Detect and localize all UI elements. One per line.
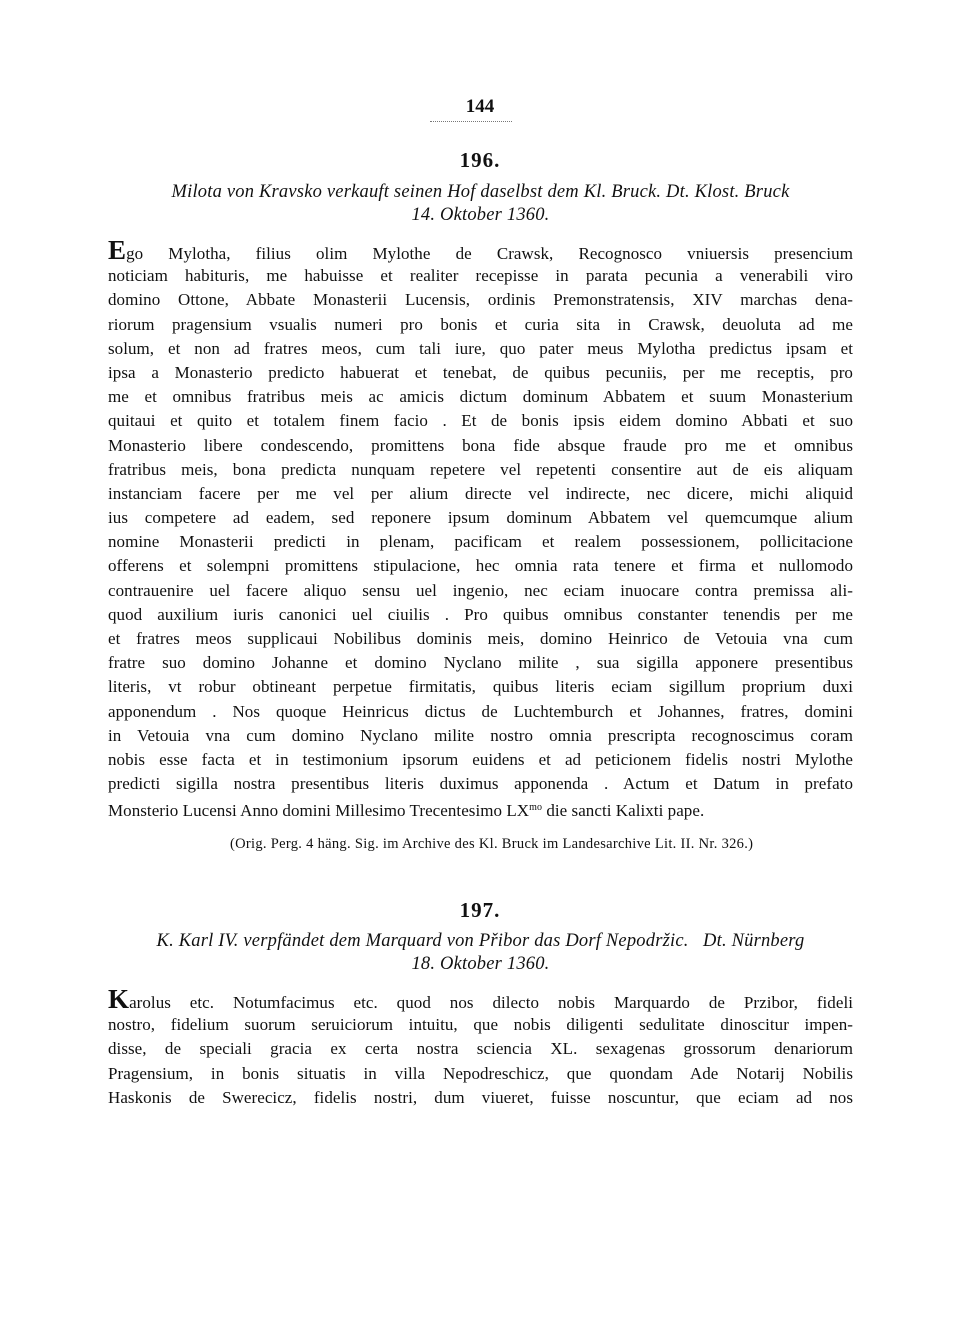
body-line: Pragensium, in bonis situatis in villa Nepodreschicz, que quondam Ade Notarij Nobilis bbox=[108, 1063, 853, 1083]
body-line: nobis esse facta et in testimonium ipsorum euidens et ad peticionem fidelis nostri Mylothe bbox=[108, 749, 853, 769]
body-line: contrauenire uel facere aliquo sensu uel ingenio, nec eciam inuocare contra premissa ali- bbox=[108, 580, 853, 600]
page-number: 144 bbox=[465, 96, 495, 117]
page-number-rule bbox=[430, 121, 512, 122]
body-line: ipsa a Monasterio predicto habuerat et tenebat, de quibus pecuniis, per me receptis, pro bbox=[108, 362, 853, 382]
body-line: noticiam habituris, me habuisse et realiter recepisse in parata pecunia a venerabili viro bbox=[108, 266, 853, 286]
heading-line: Milota von Kravsko verkauft seinen Hof daselbst dem Kl. Bruck. Dt. Klost. Bruck bbox=[171, 182, 790, 202]
document-body-196 bbox=[108, 240, 853, 821]
body-line: solum, et non ad fratres meos, cum tali iure, quo pater meus Mylotha predictus ipsam et bbox=[108, 338, 853, 358]
document-body-197 bbox=[108, 989, 853, 1110]
body-line bbox=[108, 796, 853, 820]
body-line: disse, de speciali gracia ex certa nostra sciencia XL. sexagenas grossorum denariorum bbox=[108, 1039, 853, 1059]
body-line bbox=[108, 989, 853, 1013]
body-line: apponendum . Nos quoque Heinricus dictus de Luchtemburch et Johannes, fratres, domini bbox=[108, 701, 853, 721]
body-line-text: go Mylotha, filius olim Mylothe de Crawsk, Recognosco vniuersis presencium bbox=[126, 244, 853, 263]
body-line-text: arolus etc. Notumfacimus etc. quod nos dilecto nobis Marquardo de Przibor, fideli bbox=[129, 993, 853, 1012]
body-line: instanciam facere per me vel per alium directe vel indirecte, nec dicere, michi aliquid bbox=[108, 483, 853, 503]
body-line: in Vetouia vna cum domino Nyclano milite nostro omnia prescripta recognoscimus coram bbox=[108, 725, 853, 745]
document-heading-197 bbox=[108, 930, 853, 976]
drop-cap: K bbox=[108, 989, 130, 1014]
body-line: Monasterio libere condescendo, promittens bona fide absque fraude pro me et omnibus bbox=[108, 435, 853, 455]
body-line: quod auxilium iuris canonici uel ciuilis . Pro quibus omnibus constanter tenendis per me bbox=[108, 604, 853, 624]
heading-line: 18. Oktober 1360. bbox=[411, 954, 550, 974]
body-line: et fratres meos supplicaui Nobilibus dominis meis, domino Heinrico de Vetouia vna cum bbox=[108, 629, 853, 648]
body-line-text: Monsterio Lucensi Anno domini Millesimo Trecentesimo LX bbox=[108, 801, 530, 821]
heading-line: 14. Oktober 1360. bbox=[411, 205, 550, 225]
body-line: nostro, fidelium suorum seruiciorum intuitu, que nobis diligenti sedulitate dinoscitur impen- bbox=[108, 1015, 853, 1035]
body-line: me et omnibus fratribus meis ac amicis dictum dominum Abbatem et suum Monasterium bbox=[108, 387, 853, 407]
body-line: nomine Monasterii predicti in plenam, pacificam et realem possessionem, pollicitacione bbox=[108, 532, 853, 552]
superscript: mo bbox=[529, 802, 543, 814]
document-heading-196 bbox=[108, 181, 853, 227]
document-number-197: 197. bbox=[459, 898, 501, 922]
body-line: fratre suo domino Johanne et domino Nyclano milite , sua sigilla apponere presentibus bbox=[108, 653, 853, 673]
body-line-text: die sancti Kalixti pape. bbox=[542, 801, 705, 821]
heading-line: K. Karl IV. verpfändet dem Marquard von Přibor das Dorf Nepodržic. Dt. Nürnberg bbox=[156, 931, 805, 951]
body-line: predicti sigilla nostra presentibus literis duximus apponenda . Actum et Datum in prefato bbox=[108, 774, 853, 794]
document-number-196: 196. bbox=[459, 148, 501, 172]
source-note-196: (Orig. Perg. 4 häng. Sig. im Archive des Kl. Bruck im Landesarchive Lit. II. Nr. 326.) bbox=[230, 836, 754, 852]
body-line: quitaui et quito et totalem finem facio . Et de bonis ipsis eidem domino Abbati et suo bbox=[108, 411, 853, 431]
body-line: Haskonis de Swerecicz, fidelis nostri, dum viueret, fuisse noscuntur, que eciam ad nos bbox=[108, 1087, 853, 1107]
body-line: domino Ottone, Abbate Monasterii Lucensis, ordinis Premonstratensis, XIV marchas dena- bbox=[108, 290, 853, 310]
body-line: offerens et solempni promittens stipulacione, hec omnia rata tenere et firma et nullomodo bbox=[108, 556, 853, 576]
body-line: fratribus meis, bona predicta nunquam repetere vel repetenti consentire aut de eis aliquam bbox=[108, 459, 853, 479]
body-line bbox=[108, 240, 853, 264]
drop-cap: E bbox=[108, 240, 127, 265]
body-line: literis, vt robur obtineant perpetue firmitatis, quibus literis eciam sigillum proprium duxi bbox=[108, 677, 853, 697]
body-line: riorum pragensium vsualis numeri pro bonis et curia sita in Crawsk, deuoluta ad me bbox=[108, 314, 853, 334]
body-line: ius competere ad eadem, sed reponere ipsum dominum Abbatem vel quemcumque alium bbox=[108, 508, 853, 528]
